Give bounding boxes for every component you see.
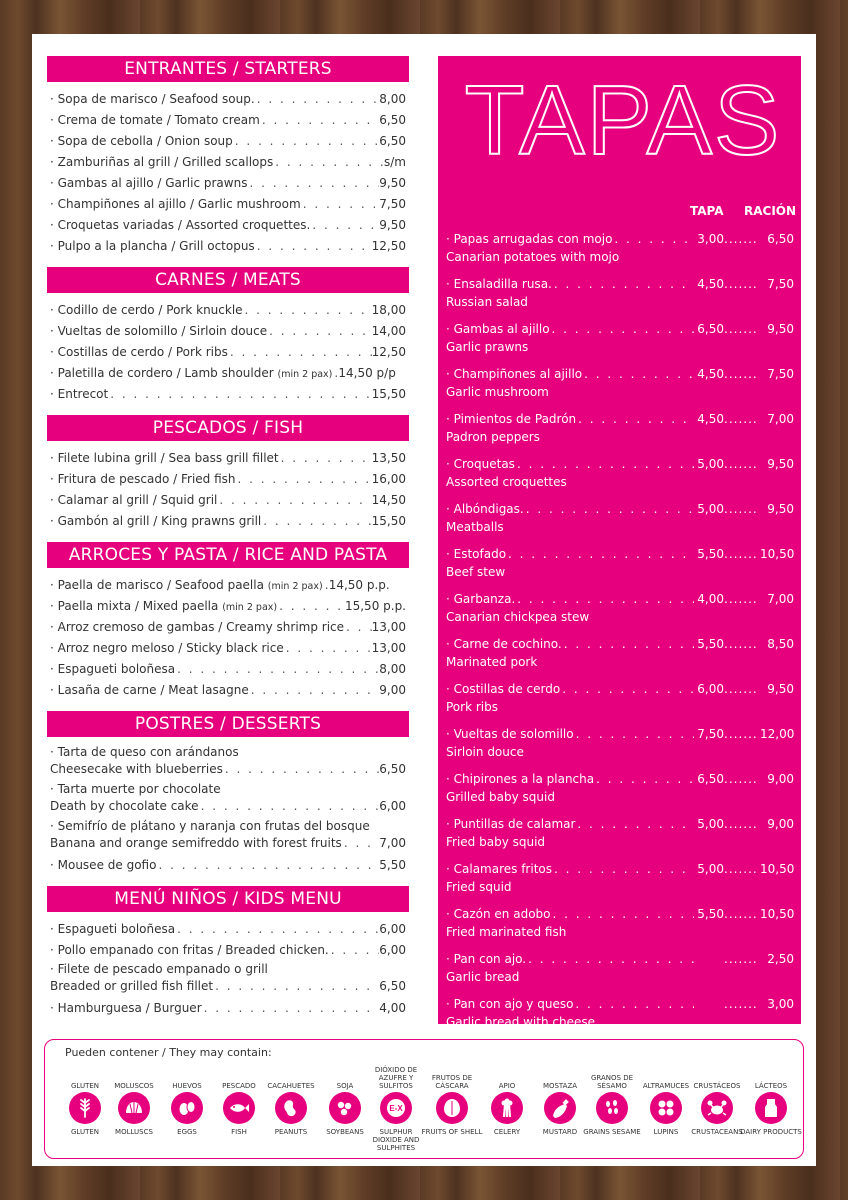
allergen-label-en: SOYBEANS xyxy=(326,1128,364,1136)
tapas-item xyxy=(446,950,794,995)
menu-item: · Fritura de pescado / Fried fish . . . 16,00 xyxy=(50,469,406,490)
tapas-price-racion: 8,50 xyxy=(767,637,794,651)
tapas-item-name: · Ensaladilla rusa. xyxy=(446,277,552,291)
tapas-item-name: · Albóndigas. xyxy=(446,502,524,516)
tapas-item-english: Garlic prawns xyxy=(446,340,529,354)
tapas-price-tapa: 5,00 xyxy=(697,817,724,831)
mustard-icon xyxy=(544,1092,576,1124)
tapas-item-english: Russian salad xyxy=(446,295,528,309)
tapas-item-english: Garlic bread with cheese xyxy=(446,1015,595,1029)
milk-icon xyxy=(755,1092,787,1124)
svg-text:E-X: E-X xyxy=(389,1104,403,1113)
menu-item: · Lasaña de carne / Meat lasagne . . . 9,00 xyxy=(50,680,406,701)
column-racion-header: RACIÓN xyxy=(744,204,797,218)
section-title: ENTRANTES / STARTERS xyxy=(47,56,409,82)
tapas-item xyxy=(446,635,794,680)
celery-icon xyxy=(491,1092,523,1124)
tapas-price-racion: 7,50 xyxy=(767,367,794,381)
menu-item: · Paella mixta / Mixed paella (min 2 pax) . . . 15,50 p.p. xyxy=(50,596,406,617)
tapas-item-name: · Carne de cochino. xyxy=(446,637,562,651)
tapas-item xyxy=(446,230,794,275)
menu-item: · Tarta muerte por chocolate Death by chocolate cake . . . 6,00 xyxy=(50,781,406,818)
menu-item: · Zamburiñas al grill / Grilled scallops . . . s/m xyxy=(50,152,406,173)
tapas-price-tapa: 5,50 xyxy=(697,637,724,651)
allergen-label-es: CRUSTÁCEOS xyxy=(693,1082,741,1090)
tapas-price-tapa: 7,50 xyxy=(697,727,724,741)
menu-item: · Pollo empanado con fritas / Breaded chicken. . . . 6,00 xyxy=(50,940,406,961)
tapas-item-name: · Chipirones a la plancha xyxy=(446,772,595,786)
allergen-label-es: ALTRAMUCES xyxy=(642,1082,690,1090)
menu-item: · Pulpo a la plancha / Grill octopus . . . 12,50 xyxy=(50,236,406,257)
tapas-price-tapa: 3,00 xyxy=(697,232,724,246)
tapas-price-tapa: 6,50 xyxy=(697,322,724,336)
tapas-price-racion: 9,50 xyxy=(767,502,794,516)
sesame-icon xyxy=(596,1092,628,1124)
allergen-label-es: APIO xyxy=(498,1082,516,1090)
tapas-price-tapa: 5,50 xyxy=(697,547,724,561)
tapas-price-tapa: 6,00 xyxy=(697,682,724,696)
tapas-item-name: · Croquetas xyxy=(446,457,515,471)
allergen-label-en: MOLLUSCS xyxy=(115,1128,153,1136)
allergen-label-es: FRUTOS DE CÁSCARA xyxy=(431,1074,473,1090)
section-desserts xyxy=(47,711,409,876)
allergen-label-es: DIÓXIDO DE AZUFRE Y SULFITOS xyxy=(374,1066,418,1090)
menu-item: · Arroz negro meloso / Sticky black rice . . . 13,00 xyxy=(50,638,406,659)
section-starters xyxy=(47,56,409,257)
tapas-item-english: Padron peppers xyxy=(446,430,540,444)
tapas-item-english: Pork ribs xyxy=(446,700,498,714)
allergen-label-en: PEANUTS xyxy=(274,1128,308,1136)
menu-item: · Espagueti boloñesa . . . 6,00 xyxy=(50,919,406,940)
tapas-item xyxy=(446,815,794,860)
section-meats xyxy=(47,267,409,405)
menu-item: · Sopa de cebolla / Onion soup . . . 6,50 xyxy=(50,131,406,152)
allergen-label-en: GLUTEN xyxy=(70,1128,100,1136)
menu-item: · Arroz cremoso de gambas / Creamy shrimp rice . . . 13,00 xyxy=(50,617,406,638)
tapas-item-name: · Pan con ajo y queso xyxy=(446,997,574,1011)
tapas-item-name: · Vueltas de solomillo xyxy=(446,727,574,741)
allergen-label-en: DAIRY PRODUCTS xyxy=(740,1128,802,1136)
allergen-label-en: LUPINS xyxy=(653,1128,679,1136)
allergen-label-en: EGGS xyxy=(177,1128,197,1136)
menu-item: · Paella de marisco / Seafood paella (min 2 pax) . . . 14,50 p.p. xyxy=(50,575,406,596)
section-title: ARROCES Y PASTA / RICE AND PASTA xyxy=(47,542,409,568)
menu-item: · Crema de tomate / Tomato cream . . . 6,50 xyxy=(50,110,406,131)
tapas-price-racion: 10,50 xyxy=(760,547,794,561)
nut-icon xyxy=(436,1092,468,1124)
tapas-list xyxy=(446,230,794,1040)
menu-item: · Filete lubina grill / Sea bass grill fillet . . . 13,50 xyxy=(50,448,406,469)
tapas-item xyxy=(446,275,794,320)
menu-item: · Mousee de gofio . . . 5,50 xyxy=(50,855,406,876)
allergen-label-en: FISH xyxy=(231,1128,247,1136)
crab-icon xyxy=(701,1092,733,1124)
tapas-price-racion: 10,50 xyxy=(760,907,794,921)
tapas-item-english: Sirloin douce xyxy=(446,745,524,759)
allergen-label-en: CELERY xyxy=(493,1128,521,1136)
tapas-price-racion: 7,00 xyxy=(767,412,794,426)
tapas-price-tapa: 5,00 xyxy=(697,502,724,516)
menu-item: · Codillo de cerdo / Pork knuckle . . . 18,00 xyxy=(50,300,406,321)
tapas-item xyxy=(446,410,794,455)
allergen-label-es: MOLUSCOS xyxy=(114,1082,154,1090)
tapas-item-english: Beef stew xyxy=(446,565,506,579)
tapas-item-name: · Garbanza. xyxy=(446,592,516,606)
tapas-item xyxy=(446,860,794,905)
section-rice-pasta xyxy=(47,542,409,701)
section-title: POSTRES / DESSERTS xyxy=(47,711,409,737)
shell-icon xyxy=(118,1092,150,1124)
tapas-item-english: Meatballs xyxy=(446,520,504,534)
menu-item: · Champiñones al ajillo / Garlic mushroom . . . 7,50 xyxy=(50,194,406,215)
menu-item: · Entrecot . . . 15,50 xyxy=(50,384,406,405)
tapas-item-english: Marinated pork xyxy=(446,655,538,669)
allergen-label-es: LÁCTEOS xyxy=(754,1082,788,1090)
tapas-item-name: · Estofado xyxy=(446,547,507,561)
allergen-label-es: MOSTAZA xyxy=(542,1082,578,1090)
menu-item: · Costillas de cerdo / Pork ribs . . . 12,50 xyxy=(50,342,406,363)
tapas-item xyxy=(446,545,794,590)
tapas-item-name: · Puntillas de calamar xyxy=(446,817,576,831)
tapas-price-tapa: 6,50 xyxy=(697,772,724,786)
tapas-panel xyxy=(438,56,801,1029)
menu-item: · Gambas al ajillo / Garlic prawns . . . 9,50 xyxy=(50,173,406,194)
tapas-price-racion: 10,50 xyxy=(760,862,794,876)
tapas-price-tapa: 4,50 xyxy=(697,277,724,291)
lupin-icon xyxy=(650,1092,682,1124)
allergen-legend xyxy=(44,1039,804,1159)
sulphite-icon xyxy=(380,1092,412,1124)
tapas-item xyxy=(446,725,794,770)
section-title: MENÚ NIÑOS / KIDS MENU xyxy=(47,886,409,912)
tapas-item xyxy=(446,365,794,410)
tapas-item-english: Garlic mushroom xyxy=(446,385,549,399)
tapas-price-tapa: 5,50 xyxy=(697,907,724,921)
tapas-price-racion: 12,00 xyxy=(760,727,794,741)
tapas-item-name: · Pan con ajo. xyxy=(446,952,527,966)
menu-item: · Espagueti boloñesa . . . 8,00 xyxy=(50,659,406,680)
tapas-item xyxy=(446,995,794,1040)
tapas-item-name: · Cazón en adobo xyxy=(446,907,551,921)
tapas-price-racion: 7,50 xyxy=(767,277,794,291)
tapas-price-tapa: 5,00 xyxy=(697,862,724,876)
allergen-label-es: SOJA xyxy=(336,1082,354,1090)
menu-item: · Croquetas variadas / Assorted croquettes. . . . 9,50 xyxy=(50,215,406,236)
allergen-label-es: HUEVOS xyxy=(172,1082,202,1090)
menu-item: · Gambón al grill / King prawns grill . . . 15,50 xyxy=(50,511,406,532)
tapas-price-tapa: 4,00 xyxy=(697,592,724,606)
allergen-label-es: CACAHUETES xyxy=(267,1082,315,1090)
tapas-item-name: · Costillas de cerdo xyxy=(446,682,561,696)
tapas-item xyxy=(446,905,794,950)
allergen-sulphur-dioxide-and-sulphites xyxy=(364,1058,428,1152)
tapas-title xyxy=(458,66,788,166)
allergen-intro: Pueden contener / They may contain: xyxy=(65,1046,272,1059)
menu-item: · Vueltas de solomillo / Sirloin douce . . . 14,00 xyxy=(50,321,406,342)
tapas-item-name: · Pimientos de Padrón xyxy=(446,412,577,426)
tapas-price-racion: 9,50 xyxy=(767,322,794,336)
tapas-price-tapa xyxy=(694,950,724,968)
allergen-label-es: GLUTEN xyxy=(70,1082,100,1090)
allergen-label-en: SULPHUR DIOXIDE AND SULPHITES xyxy=(372,1128,420,1152)
tapas-price-racion: 9,00 xyxy=(767,772,794,786)
column-tapa-header: TAPA xyxy=(690,204,724,218)
tapas-price-racion: 3,00 xyxy=(767,997,794,1011)
allergen-label-es: GRANOS DE SÉSAMO xyxy=(590,1074,634,1090)
tapas-price-tapa: 5,00 xyxy=(697,457,724,471)
tapas-price-racion: 9,50 xyxy=(767,457,794,471)
tapas-price-racion: 2,50 xyxy=(767,952,794,966)
tapas-item xyxy=(446,320,794,365)
menu-item: · Calamar al grill / Squid gril . . . 14,50 xyxy=(50,490,406,511)
tapas-item-name: · Gambas al ajillo xyxy=(446,322,550,336)
menu-item: · Hamburguesa / Burguer . . . 4,00 xyxy=(50,998,406,1019)
tapas-item xyxy=(446,680,794,725)
tapas-price-tapa: 4,50 xyxy=(697,367,724,381)
allergen-label-en: FRUITS OF SHELL xyxy=(421,1128,483,1136)
allergen-label-en: MUSTARD xyxy=(542,1128,578,1136)
tapas-price-racion: 9,00 xyxy=(767,817,794,831)
menu-item: · Sopa de marisco / Seafood soup. . . . 8,00 xyxy=(50,89,406,110)
eggs-icon xyxy=(171,1092,203,1124)
tapas-item xyxy=(446,500,794,545)
menu-item: · Filete de pescado empanado o grill Breaded or grilled fish fillet . . . 6,50 xyxy=(50,961,406,998)
allergen-dairy-products xyxy=(739,1058,803,1136)
menu-sheet xyxy=(32,34,816,1166)
section-kids-menu xyxy=(47,886,409,1019)
tapas-item-english: Canarian chickpea stew xyxy=(446,610,590,624)
section-title: CARNES / MEATS xyxy=(47,267,409,293)
section-title: PESCADOS / FISH xyxy=(47,415,409,441)
wheat-icon xyxy=(69,1092,101,1124)
svg-text:TAPAS: TAPAS xyxy=(464,66,782,166)
tapas-price-tapa: 4,50 xyxy=(697,412,724,426)
allergen-label-en: GRAINS SESAME xyxy=(583,1128,641,1136)
tapas-price-tapa xyxy=(694,995,724,1013)
tapas-item-name: · Calamares fritos xyxy=(446,862,553,876)
tapas-item xyxy=(446,590,794,635)
tapas-price-racion: 7,00 xyxy=(767,592,794,606)
tapas-item xyxy=(446,455,794,500)
menu-item: · Paletilla de cordero / Lamb shoulder (min 2 pax) . . . 14,50 p/p xyxy=(50,363,406,384)
menu-item: · Semifrío de plátano y naranja con frutas del bosque Banana and orange semifreddo with forest fruits . . . 7,00 xyxy=(50,818,406,855)
tapas-item-english: Grilled baby squid xyxy=(446,790,555,804)
left-column xyxy=(47,56,409,1029)
tapas-item-english: Fried squid xyxy=(446,880,512,894)
tapas-price-racion: 6,50 xyxy=(767,232,794,246)
fish-icon xyxy=(223,1092,255,1124)
tapas-item-name: · Papas arrugadas con mojo xyxy=(446,232,613,246)
tapas-price-racion: 9,50 xyxy=(767,682,794,696)
peanut-icon xyxy=(275,1092,307,1124)
tapas-item-name: · Champiñones al ajillo xyxy=(446,367,583,381)
tapas-item-english: Garlic bread xyxy=(446,970,520,984)
soy-icon xyxy=(329,1092,361,1124)
tapas-item-english: Canarian potatoes with mojo xyxy=(446,250,620,264)
tapas-item xyxy=(446,770,794,815)
allergen-label-es: PESCADO xyxy=(222,1082,256,1090)
section-fish xyxy=(47,415,409,532)
menu-item: · Tarta de queso con arándanos Cheesecake with blueberries . . . 6,50 xyxy=(50,744,406,781)
allergen-label-en: CRUSTACEANS xyxy=(691,1128,743,1136)
tapas-item-english: Assorted croquettes xyxy=(446,475,567,489)
tapas-item-english: Fried baby squid xyxy=(446,835,546,849)
tapas-item-english: Fried marinated fish xyxy=(446,925,567,939)
